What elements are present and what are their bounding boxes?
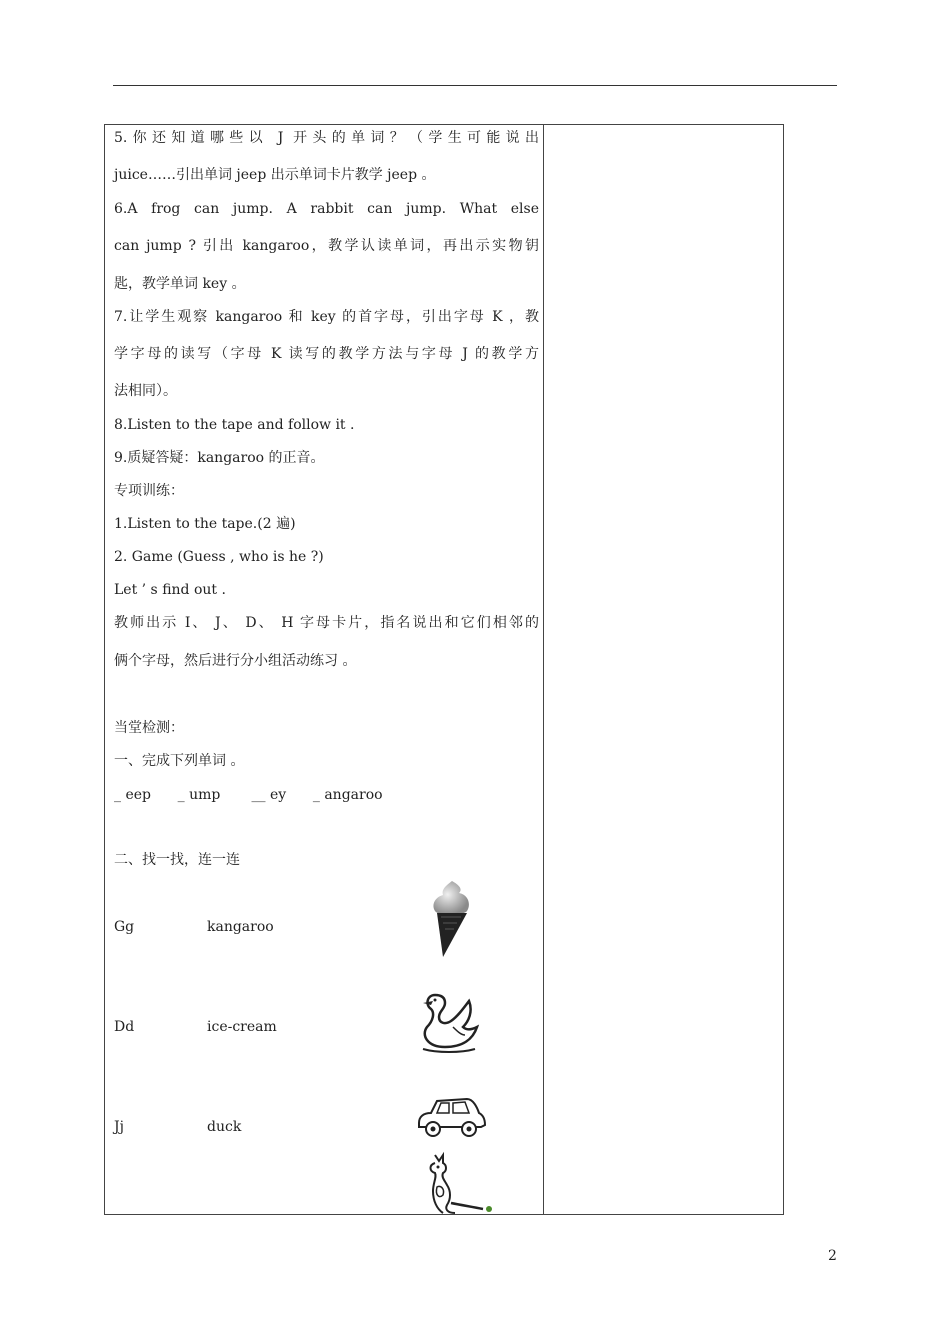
text-line: 6.A frog can jump. A rabbit can jump. What else [114,201,539,217]
ice-cream-picture [429,879,475,959]
text-line: 2. Game (Guess , who is he ?) [114,549,324,565]
notes-cell [544,125,783,1214]
match-letter: Dd [114,1019,135,1035]
fill-blank-words: _ eep _ ump __ ey _ angaroo [114,787,383,803]
text-line: 7.让学生观察 kangaroo 和 key 的首字母，引出字母 K ，教 [114,309,539,325]
exercise-heading: 一、完成下列单词 。 [114,753,245,769]
text-line: can jump ? 引出 kangaroo，教学认读单词，再出示实物钥 [114,238,539,254]
match-word: duck [207,1119,242,1135]
kangaroo-picture [421,1151,497,1215]
text-line: 9.质疑答疑：kangaroo 的正音。 [114,450,325,466]
section-heading: 当堂检测： [114,720,184,736]
section-heading: 专项训练： [114,483,184,499]
lesson-table [104,124,784,1215]
text-line: 法相同）。 [114,383,177,399]
text-line: 8.Listen to the tape and follow it . [114,417,355,433]
text-line: 俩个字母，然后进行分小组活动练习 。 [114,653,357,669]
header-rule [113,85,837,86]
text-line: 教师出示 I、 J、 D、 H 字母卡片，指名说出和它们相邻的 [114,615,539,631]
text-line: juice……引出单词 jeep 出示单词卡片教学 jeep 。 [114,167,436,183]
text-line: Let ’ s find out . [114,582,226,598]
text-line: 学字母的读写（字母 K 读写的教学方法与字母 J 的教学方 [114,346,539,362]
page-number: 2 [828,1248,837,1264]
match-word: ice-cream [207,1019,277,1035]
swan-picture [417,991,481,1055]
car-picture [415,1093,487,1141]
text-line: 5.你还知道哪些以 J 开头的单词？（学生可能说出 [114,130,539,146]
lesson-content-cell [105,125,544,1214]
match-letter: Jj [114,1119,124,1135]
match-word: kangaroo [207,919,274,935]
exercise-heading: 二、找一找，连一连 [114,852,240,868]
text-line: 匙，教学单词 key 。 [114,276,246,292]
match-letter: Gg [114,919,135,935]
text-line: 1.Listen to the tape.(2 遍) [114,516,296,532]
